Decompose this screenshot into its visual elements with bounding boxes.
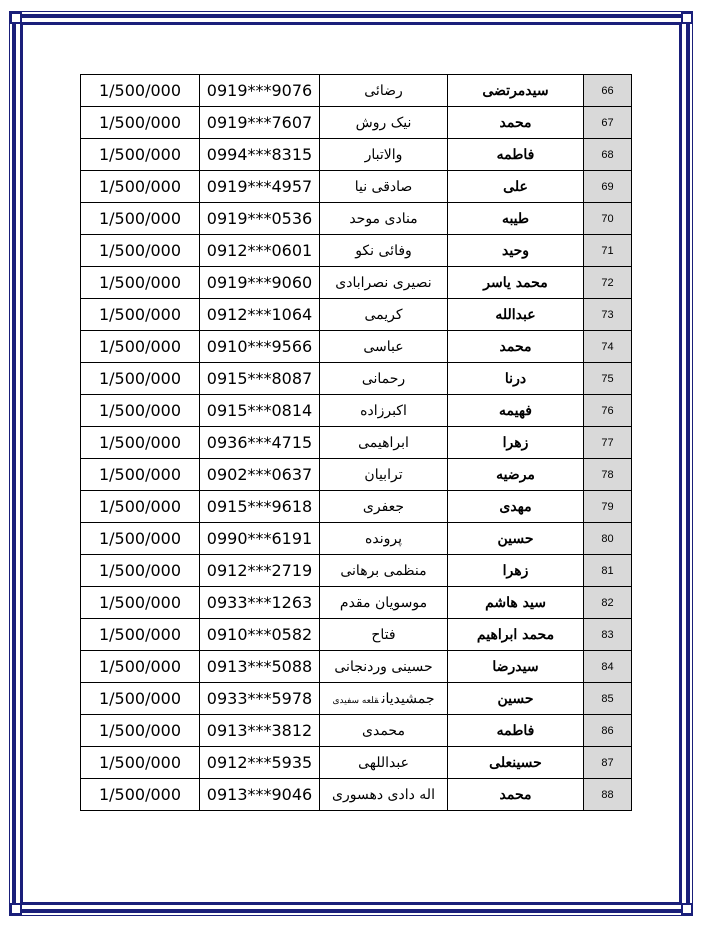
first-name-text: فاطمه — [496, 722, 535, 739]
first-name-cell — [448, 619, 584, 651]
phone-cell — [200, 555, 320, 587]
amount-cell — [81, 75, 200, 107]
first-name-cell — [448, 203, 584, 235]
last-name-cell — [320, 395, 448, 427]
phone-cell — [200, 523, 320, 555]
amount-text: 1/500/000 — [98, 657, 182, 676]
phone-cell — [200, 651, 320, 683]
phone-text: 0919***4957 — [206, 177, 313, 196]
row-number-text: 80 — [601, 532, 614, 545]
row-number-text: 85 — [601, 692, 614, 705]
last-name-text: پرونده — [365, 530, 402, 547]
phone-cell — [200, 715, 320, 747]
phone-cell — [200, 139, 320, 171]
row-number-cell — [584, 267, 632, 299]
phone-text: 0912***1064 — [206, 305, 313, 324]
table-row — [81, 395, 632, 427]
row-number-cell — [584, 651, 632, 683]
phone-cell — [200, 299, 320, 331]
table-row — [81, 619, 632, 651]
phone-cell — [200, 363, 320, 395]
row-number-text: 88 — [601, 788, 614, 801]
row-number-cell — [584, 747, 632, 779]
amount-cell — [81, 683, 200, 715]
first-name-text: فهیمه — [499, 402, 532, 419]
phone-text: 0913***3812 — [206, 721, 313, 740]
row-number-text: 72 — [601, 276, 614, 289]
table-row — [81, 107, 632, 139]
row-number-text: 83 — [601, 628, 614, 641]
border-corner-ornament — [681, 903, 693, 915]
first-name-cell — [448, 523, 584, 555]
table-row — [81, 491, 632, 523]
last-name-cell — [320, 171, 448, 203]
amount-cell — [81, 491, 200, 523]
amount-cell — [81, 203, 200, 235]
table-row — [81, 779, 632, 811]
last-name-cell — [320, 651, 448, 683]
amount-cell — [81, 107, 200, 139]
phone-cell — [200, 75, 320, 107]
table-row — [81, 235, 632, 267]
first-name-text: محمد — [499, 114, 532, 131]
amount-text: 1/500/000 — [98, 305, 182, 324]
last-name-cell — [320, 779, 448, 811]
first-name-cell — [448, 715, 584, 747]
phone-text: 0902***0637 — [206, 465, 313, 484]
last-name-text: نصیری نصرابادی — [335, 274, 432, 291]
phone-text: 0915***9618 — [206, 497, 313, 516]
row-number-text: 76 — [601, 404, 614, 417]
amount-text: 1/500/000 — [98, 593, 182, 612]
first-name-text: حسین — [497, 690, 534, 707]
row-number-text: 81 — [601, 564, 614, 577]
amount-cell — [81, 363, 200, 395]
table-row — [81, 651, 632, 683]
first-name-cell — [448, 779, 584, 811]
last-name-cell — [320, 267, 448, 299]
table-row — [81, 683, 632, 715]
phone-cell — [200, 747, 320, 779]
amount-text: 1/500/000 — [98, 145, 182, 164]
border-corner-ornament — [10, 903, 22, 915]
last-name-text: منظمی برهانی — [340, 562, 427, 579]
amount-cell — [81, 747, 200, 779]
amount-text: 1/500/000 — [98, 721, 182, 740]
row-number-cell — [584, 299, 632, 331]
row-number-cell — [584, 779, 632, 811]
amount-text: 1/500/000 — [98, 209, 182, 228]
phone-text: 0933***5978 — [206, 689, 313, 708]
last-name-text: عبداللهی — [358, 754, 409, 771]
last-name-text: فتاح — [371, 626, 396, 643]
row-number-cell — [584, 555, 632, 587]
first-name-cell — [448, 267, 584, 299]
first-name-cell — [448, 107, 584, 139]
phone-cell — [200, 267, 320, 299]
first-name-text: سیدرضا — [492, 658, 539, 675]
first-name-text: عبدالله — [495, 306, 536, 323]
table-row — [81, 139, 632, 171]
first-name-cell — [448, 171, 584, 203]
first-name-cell — [448, 491, 584, 523]
first-name-text: سید هاشم — [485, 594, 546, 611]
last-name-text: والاتبار — [364, 146, 403, 163]
row-number-text: 75 — [601, 372, 614, 385]
row-number-cell — [584, 235, 632, 267]
last-name-text: نیک روش — [355, 114, 412, 131]
amount-text: 1/500/000 — [98, 113, 182, 132]
table-row — [81, 171, 632, 203]
amount-cell — [81, 779, 200, 811]
last-name-cell — [320, 523, 448, 555]
first-name-text: فاطمه — [496, 146, 535, 163]
row-number-text: 84 — [601, 660, 614, 673]
last-name-cell — [320, 459, 448, 491]
table-row — [81, 587, 632, 619]
table-row — [81, 299, 632, 331]
first-name-cell — [448, 587, 584, 619]
table-row — [81, 331, 632, 363]
amount-text: 1/500/000 — [98, 401, 182, 420]
table-row — [81, 523, 632, 555]
row-number-text: 66 — [601, 84, 614, 97]
phone-text: 0910***9566 — [206, 337, 313, 356]
phone-text: 0915***0814 — [206, 401, 313, 420]
first-name-text: علی — [503, 178, 528, 195]
phone-text: 0933***1263 — [206, 593, 313, 612]
phone-text: 0912***2719 — [206, 561, 313, 580]
first-name-text: وحید — [502, 242, 529, 259]
row-number-cell — [584, 491, 632, 523]
first-name-cell — [448, 683, 584, 715]
amount-cell — [81, 299, 200, 331]
last-name-suffix-text: قلعه سفیدی — [332, 695, 379, 706]
first-name-cell — [448, 331, 584, 363]
amount-text: 1/500/000 — [98, 177, 182, 196]
table-row — [81, 715, 632, 747]
first-name-cell — [448, 651, 584, 683]
table-row — [81, 747, 632, 779]
phone-cell — [200, 171, 320, 203]
table-row — [81, 427, 632, 459]
row-number-text: 78 — [601, 468, 614, 481]
amount-text: 1/500/000 — [98, 785, 182, 804]
row-number-cell — [584, 203, 632, 235]
last-name-text: ابراهیمی — [358, 434, 409, 451]
phone-cell — [200, 427, 320, 459]
row-number-text: 77 — [601, 436, 614, 449]
amount-cell — [81, 715, 200, 747]
table-row — [81, 459, 632, 491]
first-name-text: زهرا — [502, 562, 529, 579]
phone-text: 0936***4715 — [206, 433, 313, 452]
phone-text: 0919***9076 — [206, 81, 313, 100]
first-name-text: حسین — [497, 530, 534, 547]
row-number-text: 82 — [601, 596, 614, 609]
border-corner-ornament — [681, 12, 693, 24]
last-name-text: جعفری — [362, 498, 405, 515]
last-name-text: عباسی — [363, 338, 404, 355]
phone-cell — [200, 331, 320, 363]
phone-cell — [200, 107, 320, 139]
phone-text: 0910***0582 — [206, 625, 313, 644]
amount-cell — [81, 331, 200, 363]
amount-cell — [81, 267, 200, 299]
row-number-text: 74 — [601, 340, 614, 353]
last-name-text: حسینی وردنجانی — [334, 658, 433, 675]
amount-cell — [81, 235, 200, 267]
last-name-text: رضائی — [364, 82, 403, 99]
first-name-text: محمد ابراهیم — [476, 626, 555, 643]
table-row — [81, 363, 632, 395]
phone-cell — [200, 683, 320, 715]
first-name-cell — [448, 747, 584, 779]
last-name-cell — [320, 203, 448, 235]
row-number-cell — [584, 363, 632, 395]
last-name-cell — [320, 747, 448, 779]
last-name-text: محمدی — [362, 722, 405, 739]
row-number-cell — [584, 587, 632, 619]
last-name-cell — [320, 427, 448, 459]
first-name-text: حسینعلی — [489, 754, 542, 771]
phone-cell — [200, 395, 320, 427]
amount-cell — [81, 651, 200, 683]
row-number-cell — [584, 75, 632, 107]
row-number-cell — [584, 395, 632, 427]
row-number-cell — [584, 139, 632, 171]
phone-text: 0919***9060 — [206, 273, 313, 292]
row-number-text: 86 — [601, 724, 614, 737]
amount-cell — [81, 427, 200, 459]
last-name-cell — [320, 587, 448, 619]
row-number-text: 68 — [601, 148, 614, 161]
last-name-cell — [320, 363, 448, 395]
first-name-text: محمد — [499, 786, 532, 803]
row-number-cell — [584, 331, 632, 363]
table-row — [81, 555, 632, 587]
row-number-text: 70 — [601, 212, 614, 225]
amount-text: 1/500/000 — [98, 497, 182, 516]
amount-text: 1/500/000 — [98, 625, 182, 644]
amount-cell — [81, 139, 200, 171]
first-name-text: درنا — [504, 370, 527, 387]
row-number-text: 87 — [601, 756, 614, 769]
row-number-cell — [584, 427, 632, 459]
first-name-cell — [448, 139, 584, 171]
last-name-text: رحمانی — [361, 370, 406, 387]
last-name-cell — [320, 235, 448, 267]
last-name-cell — [320, 331, 448, 363]
last-name-cell — [320, 75, 448, 107]
row-number-cell — [584, 523, 632, 555]
phone-text: 0919***0536 — [206, 209, 313, 228]
first-name-cell — [448, 299, 584, 331]
row-number-cell — [584, 171, 632, 203]
row-number-text: 79 — [601, 500, 614, 513]
last-name-cell — [320, 683, 448, 715]
phone-text: 0912***5935 — [206, 753, 313, 772]
recipients-table — [80, 74, 632, 811]
first-name-cell — [448, 75, 584, 107]
phone-cell — [200, 587, 320, 619]
table-row — [81, 267, 632, 299]
last-name-text: موسویان مقدم — [339, 594, 428, 611]
last-name-cell — [320, 299, 448, 331]
phone-cell — [200, 203, 320, 235]
last-name-cell — [320, 715, 448, 747]
phone-cell — [200, 459, 320, 491]
amount-text: 1/500/000 — [98, 433, 182, 452]
last-name-text: جمشیدیان — [381, 690, 435, 707]
first-name-cell — [448, 555, 584, 587]
first-name-text: طیبه — [501, 210, 530, 227]
phone-text: 0919***7607 — [206, 113, 313, 132]
last-name-text: صادقی نیا — [354, 178, 413, 195]
phone-text: 0990***6191 — [206, 529, 313, 548]
phone-text: 0912***0601 — [206, 241, 313, 260]
amount-text: 1/500/000 — [98, 273, 182, 292]
last-name-cell — [320, 491, 448, 523]
row-number-text: 69 — [601, 180, 614, 193]
phone-text: 0915***8087 — [206, 369, 313, 388]
first-name-cell — [448, 395, 584, 427]
first-name-text: محمد یاسر — [483, 274, 548, 291]
row-number-text: 71 — [601, 244, 614, 257]
phone-cell — [200, 491, 320, 523]
first-name-cell — [448, 459, 584, 491]
first-name-cell — [448, 427, 584, 459]
amount-cell — [81, 555, 200, 587]
amount-cell — [81, 619, 200, 651]
row-number-cell — [584, 459, 632, 491]
last-name-text: منادی موحد — [349, 210, 418, 227]
phone-text: 0913***5088 — [206, 657, 313, 676]
last-name-text: اله دادی دهسوری — [332, 786, 435, 803]
amount-text: 1/500/000 — [98, 241, 182, 260]
row-number-cell — [584, 619, 632, 651]
last-name-text: کریمی — [364, 306, 403, 323]
last-name-text: اکبرزاده — [360, 402, 407, 419]
amount-text: 1/500/000 — [98, 81, 182, 100]
amount-text: 1/500/000 — [98, 337, 182, 356]
phone-cell — [200, 619, 320, 651]
phone-text: 0913***9046 — [206, 785, 313, 804]
first-name-cell — [448, 363, 584, 395]
amount-cell — [81, 459, 200, 491]
first-name-text: مهدی — [499, 498, 532, 515]
last-name-cell — [320, 555, 448, 587]
last-name-cell — [320, 139, 448, 171]
amount-text: 1/500/000 — [98, 369, 182, 388]
amount-text: 1/500/000 — [98, 753, 182, 772]
row-number-cell — [584, 715, 632, 747]
phone-text: 0994***8315 — [206, 145, 313, 164]
phone-cell — [200, 779, 320, 811]
amount-cell — [81, 587, 200, 619]
first-name-text: زهرا — [502, 434, 529, 451]
amount-text: 1/500/000 — [98, 529, 182, 548]
row-number-text: 73 — [601, 308, 614, 321]
last-name-text: ترابیان — [364, 466, 403, 483]
amount-cell — [81, 395, 200, 427]
table-row — [81, 203, 632, 235]
row-number-cell — [584, 107, 632, 139]
table-row — [81, 75, 632, 107]
last-name-cell — [320, 619, 448, 651]
phone-cell — [200, 235, 320, 267]
amount-text: 1/500/000 — [98, 689, 182, 708]
first-name-text: مرضیه — [496, 466, 535, 483]
last-name-cell — [320, 107, 448, 139]
last-name-text: وفائی نکو — [355, 242, 412, 259]
amount-text: 1/500/000 — [98, 465, 182, 484]
first-name-cell — [448, 235, 584, 267]
first-name-text: سیدمرتضی — [482, 82, 549, 99]
amount-cell — [81, 171, 200, 203]
row-number-cell — [584, 683, 632, 715]
first-name-text: محمد — [499, 338, 532, 355]
row-number-text: 67 — [601, 116, 614, 129]
border-corner-ornament — [10, 12, 22, 24]
amount-cell — [81, 523, 200, 555]
amount-text: 1/500/000 — [98, 561, 182, 580]
